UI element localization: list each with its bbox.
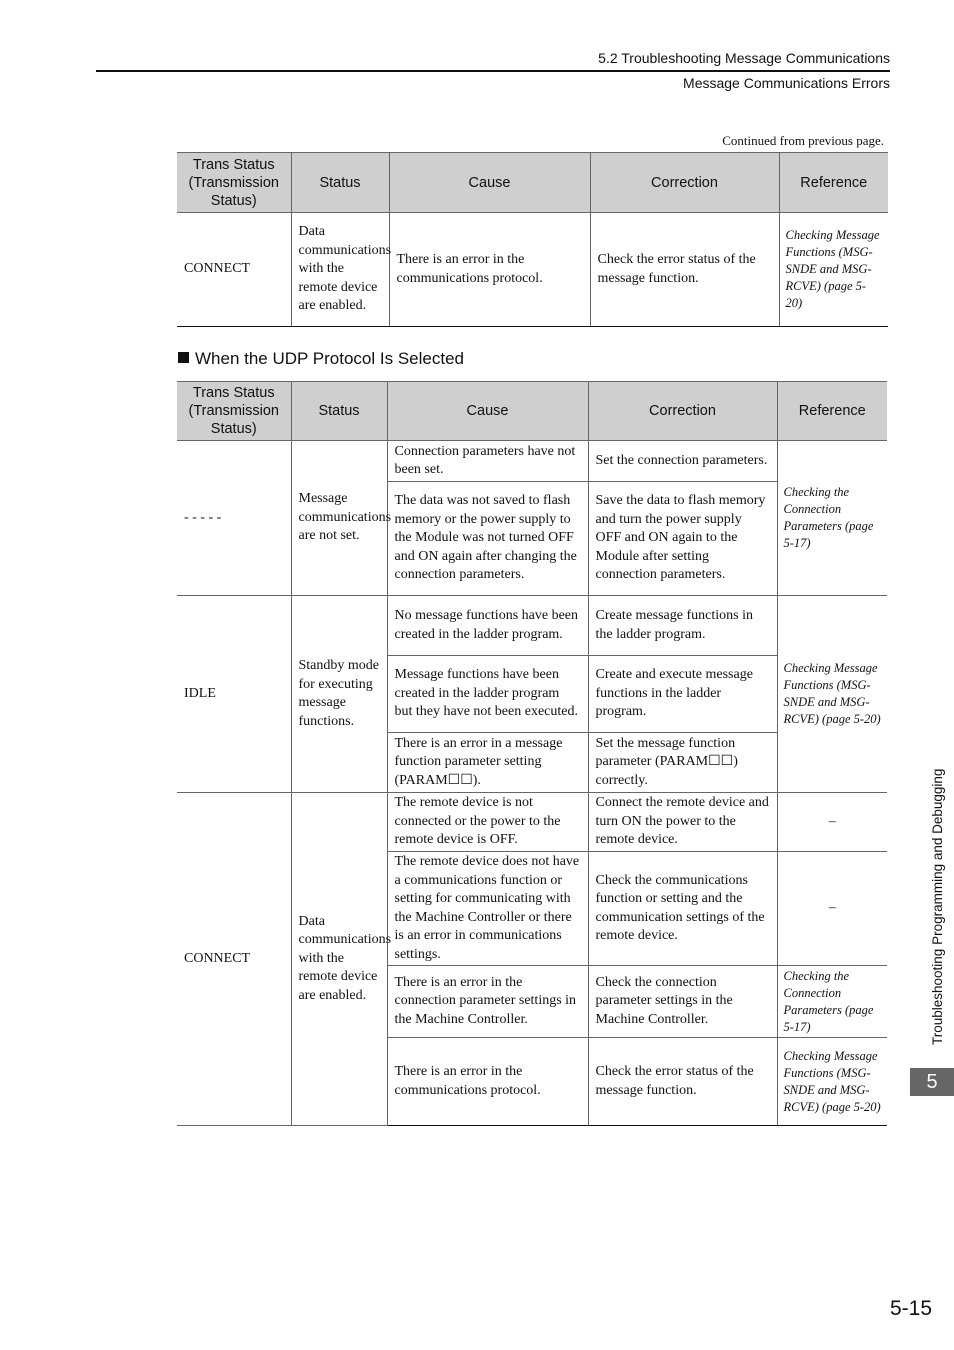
continued-note: Continued from previous page. — [722, 133, 884, 148]
cause-cell: There is an error in the connection parameter settings in the Machine Controller. — [387, 966, 588, 1038]
table-row — [177, 793, 887, 852]
status-cell: Standby mode for executing message functions. — [291, 596, 387, 793]
cause-cell: There is an error in the communications protocol. — [389, 213, 590, 327]
correction-cell: Connect the remote device and turn ON the power to the remote device. — [588, 793, 777, 852]
col-header-cause: Cause — [389, 153, 590, 213]
header-rule — [96, 70, 890, 72]
col-header-trans-status: Trans Status (Transmission Status) — [177, 153, 291, 213]
reference-cell: Checking Message Functions (MSG-SNDE and MSG-RCVE) (page 5-20) — [777, 1038, 887, 1126]
reference-cell: Checking Message Functions (MSG-SNDE and MSG-RCVE) (page 5-20) — [777, 596, 887, 793]
col-header-status: Status — [291, 382, 387, 441]
side-tab-label: Troubleshooting Programming and Debugging — [930, 768, 945, 1045]
correction-cell: Create message functions in the ladder program. — [588, 596, 777, 656]
col-header-correction: Correction — [590, 153, 779, 213]
table-tcp-continued — [177, 152, 888, 327]
header-subsection-title: Message Communications Errors — [683, 75, 890, 91]
cause-cell: The remote device is not connected or the power to the remote device is OFF. — [387, 793, 588, 852]
trans-status-cell: IDLE — [177, 596, 291, 793]
status-cell: Data communications with the remote device are enabled. — [291, 793, 387, 1126]
header-section-title: 5.2 Troubleshooting Message Communications — [598, 50, 890, 66]
square-bullet-icon — [178, 352, 189, 363]
table-row — [177, 596, 887, 656]
cause-cell: There is an error in a message function parameter setting (PARAM☐☐). — [387, 733, 588, 793]
reference-cell: Checking the Connection Parameters (page 5-17) — [777, 966, 887, 1038]
trans-status-cell: CONNECT — [177, 213, 291, 327]
cause-cell: Message functions have been created in the ladder program but they have not been executed. — [387, 656, 588, 733]
trans-status-cell: - - - - - — [177, 441, 291, 596]
status-cell: Message communications are not set. — [291, 441, 387, 596]
section-title-text: When the UDP Protocol Is Selected — [195, 349, 464, 368]
reference-cell: – — [777, 852, 887, 966]
reference-cell: Checking Message Functions (MSG-SNDE and MSG-RCVE) (page 5-20) — [779, 213, 888, 327]
correction-cell: Set the connection parameters. — [588, 441, 777, 482]
table-udp-protocol — [177, 381, 887, 1126]
correction-cell: Check the communications function or setting and the communication settings of the remote device. — [588, 852, 777, 966]
reference-cell: Checking the Connection Parameters (page 5-17) — [777, 441, 887, 596]
table-row — [177, 441, 887, 482]
section-title — [178, 349, 464, 369]
table-row — [177, 213, 888, 327]
chapter-tab: 5 — [910, 1068, 954, 1096]
trans-status-cell: CONNECT — [177, 793, 291, 1126]
correction-cell: Save the data to flash memory and turn the power supply OFF and ON again to the Module after setting connection parameters. — [588, 482, 777, 596]
col-header-trans-status: Trans Status (Transmission Status) — [177, 382, 291, 441]
cause-cell: Connection parameters have not been set. — [387, 441, 588, 482]
status-cell: Data communications with the remote device are enabled. — [291, 213, 389, 327]
col-header-status: Status — [291, 153, 389, 213]
cause-cell: No message functions have been created in the ladder program. — [387, 596, 588, 656]
table-header-row — [177, 382, 887, 441]
cause-cell: The data was not saved to flash memory or the power supply to the Module was not turned OFF and ON again after changing the connection parameters. — [387, 482, 588, 596]
correction-cell: Check the error status of the message function. — [588, 1038, 777, 1126]
reference-cell: – — [777, 793, 887, 852]
col-header-correction: Correction — [588, 382, 777, 441]
correction-cell: Check the connection parameter settings in the Machine Controller. — [588, 966, 777, 1038]
correction-cell: Set the message function parameter (PARAM☐☐) correctly. — [588, 733, 777, 793]
correction-cell: Create and execute message functions in the ladder program. — [588, 656, 777, 733]
col-header-cause: Cause — [387, 382, 588, 441]
correction-cell: Check the error status of the message function. — [590, 213, 779, 327]
page-number: 5-15 — [889, 1297, 932, 1320]
cause-cell: The remote device does not have a communications function or setting for communicating with the Machine Controller or there is an error in communications settings. — [387, 852, 588, 966]
col-header-reference: Reference — [777, 382, 887, 441]
table-header-row — [177, 153, 888, 213]
col-header-reference: Reference — [779, 153, 888, 213]
cause-cell: There is an error in the communications protocol. — [387, 1038, 588, 1126]
